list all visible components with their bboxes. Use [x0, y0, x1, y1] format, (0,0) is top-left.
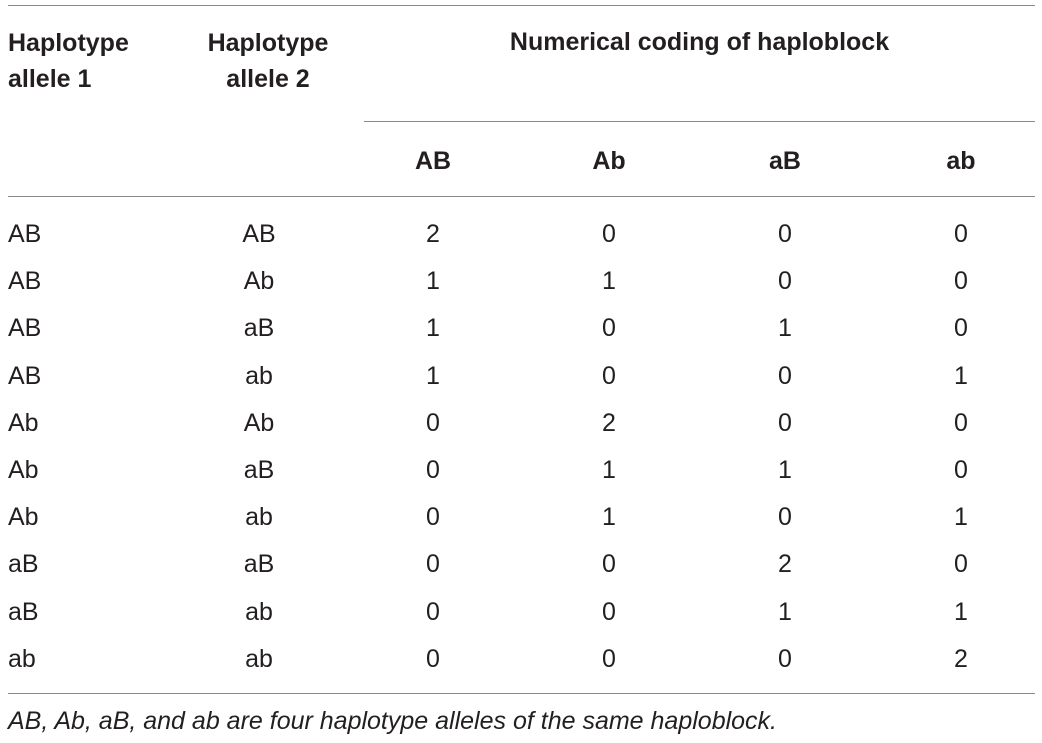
cell-code-aB: 0 — [778, 409, 792, 437]
header-haplotype-allele-2: Haplotype allele 2 — [207, 29, 329, 93]
cell-code-aB: 0 — [778, 503, 792, 531]
cell-allele-2: Ab — [243, 267, 275, 295]
cell-code-aB: 2 — [778, 550, 792, 578]
cell-allele-1: AB — [8, 267, 42, 295]
cell-code-Ab: 1 — [602, 503, 616, 531]
cell-code-AB: 0 — [426, 503, 440, 531]
cell-code-AB: 0 — [426, 409, 440, 437]
cell-allele-1: aB — [8, 598, 39, 626]
cell-code-Ab: 0 — [602, 550, 616, 578]
cell-code-AB: 1 — [426, 362, 440, 390]
cell-code-aB: 1 — [778, 456, 792, 484]
table-footnote: AB, Ab, aB, and ab are four haplotype alleles of the same haploblock. — [8, 707, 778, 735]
cell-allele-2: ab — [245, 645, 273, 673]
cell-code-ab: 1 — [954, 503, 968, 531]
cell-allele-2: ab — [245, 362, 273, 390]
cell-allele-1: AB — [8, 220, 42, 248]
cell-code-AB: 2 — [426, 220, 440, 248]
cell-allele-1: ab — [8, 645, 36, 673]
cell-code-ab: 1 — [954, 362, 968, 390]
cell-allele-1: Ab — [8, 456, 39, 484]
subheader-Ab: Ab — [592, 147, 626, 175]
cell-code-aB: 0 — [778, 220, 792, 248]
cell-code-AB: 0 — [426, 456, 440, 484]
group-rule — [364, 121, 1035, 122]
cell-code-Ab: 0 — [602, 362, 616, 390]
cell-code-aB: 0 — [778, 645, 792, 673]
cell-allele-2: Ab — [243, 409, 275, 437]
subheader-ab: ab — [946, 147, 976, 175]
cell-code-aB: 1 — [778, 314, 792, 342]
cell-code-ab: 0 — [954, 456, 968, 484]
cell-code-ab: 0 — [954, 314, 968, 342]
cell-allele-2: aB — [243, 550, 275, 578]
cell-code-ab: 2 — [954, 645, 968, 673]
cell-code-aB: 0 — [778, 362, 792, 390]
cell-code-Ab: 0 — [602, 220, 616, 248]
cell-code-aB: 1 — [778, 598, 792, 626]
cell-allele-1: AB — [8, 314, 42, 342]
cell-code-AB: 0 — [426, 645, 440, 673]
cell-code-AB: 1 — [426, 267, 440, 295]
cell-allele-2: AB — [242, 220, 276, 248]
cell-allele-2: aB — [243, 456, 275, 484]
header-haplotype-allele-1: Haplotype allele 1 — [8, 29, 129, 93]
cell-code-ab: 0 — [954, 409, 968, 437]
cell-allele-1: aB — [8, 550, 39, 578]
cell-code-aB: 0 — [778, 267, 792, 295]
subheader-AB: AB — [414, 147, 452, 175]
cell-allele-2: ab — [245, 503, 273, 531]
cell-code-AB: 0 — [426, 550, 440, 578]
header-bottom-rule — [8, 196, 1035, 197]
cell-allele-2: ab — [245, 598, 273, 626]
cell-code-Ab: 1 — [602, 267, 616, 295]
cell-allele-2: aB — [243, 314, 275, 342]
cell-code-Ab: 2 — [602, 409, 616, 437]
cell-allele-1: AB — [8, 362, 42, 390]
cell-code-ab: 0 — [954, 550, 968, 578]
cell-code-ab: 1 — [954, 598, 968, 626]
table-bottom-rule — [8, 693, 1035, 694]
subheader-aB: aB — [769, 147, 801, 175]
cell-code-ab: 0 — [954, 220, 968, 248]
cell-allele-1: Ab — [8, 503, 39, 531]
top-rule — [8, 5, 1035, 6]
cell-code-ab: 0 — [954, 267, 968, 295]
cell-code-Ab: 0 — [602, 598, 616, 626]
header-numerical-coding: Numerical coding of haploblock — [509, 28, 890, 56]
cell-code-Ab: 1 — [602, 456, 616, 484]
cell-code-AB: 0 — [426, 598, 440, 626]
cell-allele-1: Ab — [8, 409, 39, 437]
cell-code-AB: 1 — [426, 314, 440, 342]
cell-code-Ab: 0 — [602, 314, 616, 342]
cell-code-Ab: 0 — [602, 645, 616, 673]
